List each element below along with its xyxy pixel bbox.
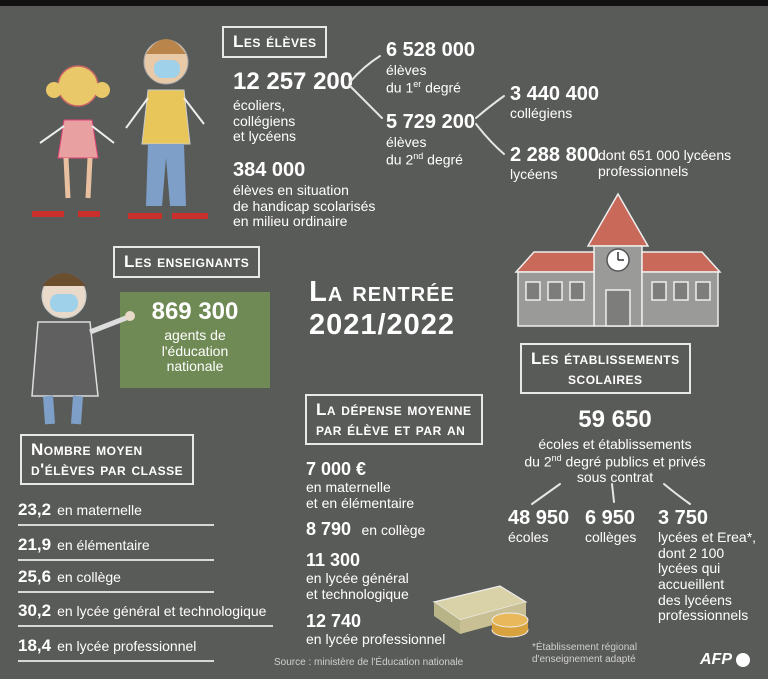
depense-item-3 <box>306 551 409 602</box>
afp-logo-text: AFP <box>700 651 732 668</box>
footnote-2: d'enseignement adapté <box>532 654 636 665</box>
enseignants-label-3: nationale <box>166 358 224 375</box>
classe-row-3 <box>18 567 218 587</box>
eleves-total-label-1: écoliers, <box>233 97 286 113</box>
etablissements-total-label-2b: degré publics et privés <box>561 453 706 470</box>
lyceens-label: lycéens <box>510 166 558 182</box>
enseignants-heading: Les enseignants <box>113 246 260 278</box>
divider <box>18 524 214 526</box>
classe-row-3-value: 25,6 <box>18 567 52 586</box>
second-degre-value: 5 729 200 <box>386 111 475 133</box>
colleges <box>585 508 636 546</box>
etablissements-total-label-1: écoles et établissements <box>538 436 692 452</box>
classe-row-2 <box>18 535 218 555</box>
classe-row-4 <box>18 601 288 621</box>
depense-item-4 <box>306 612 445 648</box>
classe-row-5-value: 18,4 <box>18 636 52 655</box>
colleges-value: 6 950 <box>585 507 636 529</box>
etablissements-total-label-2a: du 2 <box>524 453 552 470</box>
lycees-label-6: professionnels <box>658 607 749 624</box>
depense-item-3-value: 11 300 <box>306 550 361 570</box>
second-degre-label-3: degré <box>423 151 463 168</box>
premier-degre-sup: er <box>413 78 422 89</box>
depense-item-2 <box>306 520 425 540</box>
etablissements-total-label-3: sous contrat <box>576 469 654 485</box>
classe-row-4-value: 30,2 <box>18 601 52 620</box>
classe-row-5-label: en lycée professionnel <box>57 638 197 654</box>
footnote-1: *Établissement régional <box>532 642 638 653</box>
handicap-value: 384 000 <box>233 159 306 181</box>
collegiens-label: collégiens <box>510 105 573 121</box>
etablissements-heading-1: Les établissements <box>531 349 680 368</box>
etablissements-heading-2: scolaires <box>568 368 643 388</box>
enseignants-label-1: agents de <box>164 327 226 343</box>
classe-heading <box>20 434 194 485</box>
collegiens-value: 3 440 400 <box>510 83 599 105</box>
depense-item-2-label: en collège <box>361 522 426 538</box>
second-degre-label-1: élèves <box>386 134 427 150</box>
ecoles-value: 48 950 <box>508 507 570 529</box>
depense-heading <box>305 394 483 445</box>
lyceens-note-2: professionnels <box>598 162 689 179</box>
lycees-label-3: lycées qui <box>658 560 721 577</box>
classe-row-1-value: 23,2 <box>18 500 52 519</box>
depense-heading-2: par élève et par an <box>316 419 466 439</box>
enseignants-value: 869 300 <box>151 298 239 325</box>
handicap-label-3: en milieu ordinaire <box>233 213 348 230</box>
divider <box>18 625 273 627</box>
second-degre-label-2: du 2 <box>386 151 414 168</box>
classe-row-1 <box>18 500 218 520</box>
lycees-label-5: des lycéens <box>658 591 732 608</box>
classe-row-2-value: 21,9 <box>18 535 52 554</box>
lycees-label-2: dont 2 100 <box>658 544 725 561</box>
etablissements-total-value: 59 650 <box>578 406 652 433</box>
main-title-line-2: 2021/2022 <box>308 309 456 342</box>
depense-item-3-label-2: et technologique <box>306 585 409 602</box>
depense-item-1-value: 7 000 € <box>306 459 367 479</box>
colleges-label: collèges <box>585 529 637 545</box>
afp-logo-icon <box>736 653 750 667</box>
ecoles <box>508 508 569 546</box>
etablissements-total-sup: nd <box>551 452 562 463</box>
eleves-total-label-2: collégiens <box>233 112 296 129</box>
depense-item-1 <box>306 460 414 511</box>
main-title-line-1: La rentrée <box>309 276 455 308</box>
eleves-heading: Les élèves <box>222 26 327 58</box>
second-degre-sup: nd <box>413 150 424 161</box>
depense-item-2-value: 8 790 <box>306 519 352 539</box>
classe-row-5 <box>18 636 218 656</box>
classe-heading-2: d'élèves par classe <box>31 459 184 479</box>
classe-heading-1: Nombre moyen <box>31 440 143 459</box>
depense-item-4-value: 12 740 <box>306 611 362 631</box>
depense-item-1-label-1: en maternelle <box>306 479 391 495</box>
lycees-value: 3 750 <box>658 507 709 529</box>
footnote <box>532 642 637 666</box>
eleves-total-label-3: et lycéens <box>233 128 297 145</box>
depense-item-3-label-1: en lycée général <box>306 570 409 586</box>
lycees <box>658 508 756 624</box>
classe-row-1-label: en maternelle <box>57 502 142 518</box>
classe-row-3-label: en collège <box>57 569 121 585</box>
afp-logo <box>700 651 750 669</box>
divider <box>18 591 214 593</box>
eleves-total-value: 12 257 200 <box>233 68 354 95</box>
premier-degre-label-3: degré <box>421 79 461 96</box>
classe-row-2-label: en élémentaire <box>57 537 150 553</box>
source-text: Source : ministère de l'Éducation nationale <box>274 657 464 668</box>
depense-item-4-label: en lycée professionnel <box>306 631 446 647</box>
divider <box>18 559 214 561</box>
lyceens-note-1: dont 651 000 lycéens <box>598 147 732 163</box>
premier-degre-value: 6 528 000 <box>386 39 475 61</box>
lyceens-value: 2 288 800 <box>510 144 599 166</box>
divider <box>18 660 214 662</box>
premier-degre-label-2: du 1 <box>386 79 414 96</box>
money-illustration <box>430 572 540 647</box>
depense-heading-1: La dépense moyenne <box>316 400 472 419</box>
handicap-label-1: élèves en situation <box>233 182 349 198</box>
premier-degre-label-1: élèves <box>386 62 427 78</box>
lycees-label-4: accueillent <box>658 576 725 593</box>
classe-row-4-label: en lycée général et technologique <box>57 603 267 619</box>
depense-item-1-label-2: et en élémentaire <box>306 494 415 511</box>
ecoles-label: écoles <box>508 529 549 545</box>
enseignants-label-2: l'éducation <box>161 342 229 359</box>
lycees-label-1: lycées et Erea*, <box>658 529 757 545</box>
handicap-label-2: de handicap scolarisés <box>233 197 376 214</box>
